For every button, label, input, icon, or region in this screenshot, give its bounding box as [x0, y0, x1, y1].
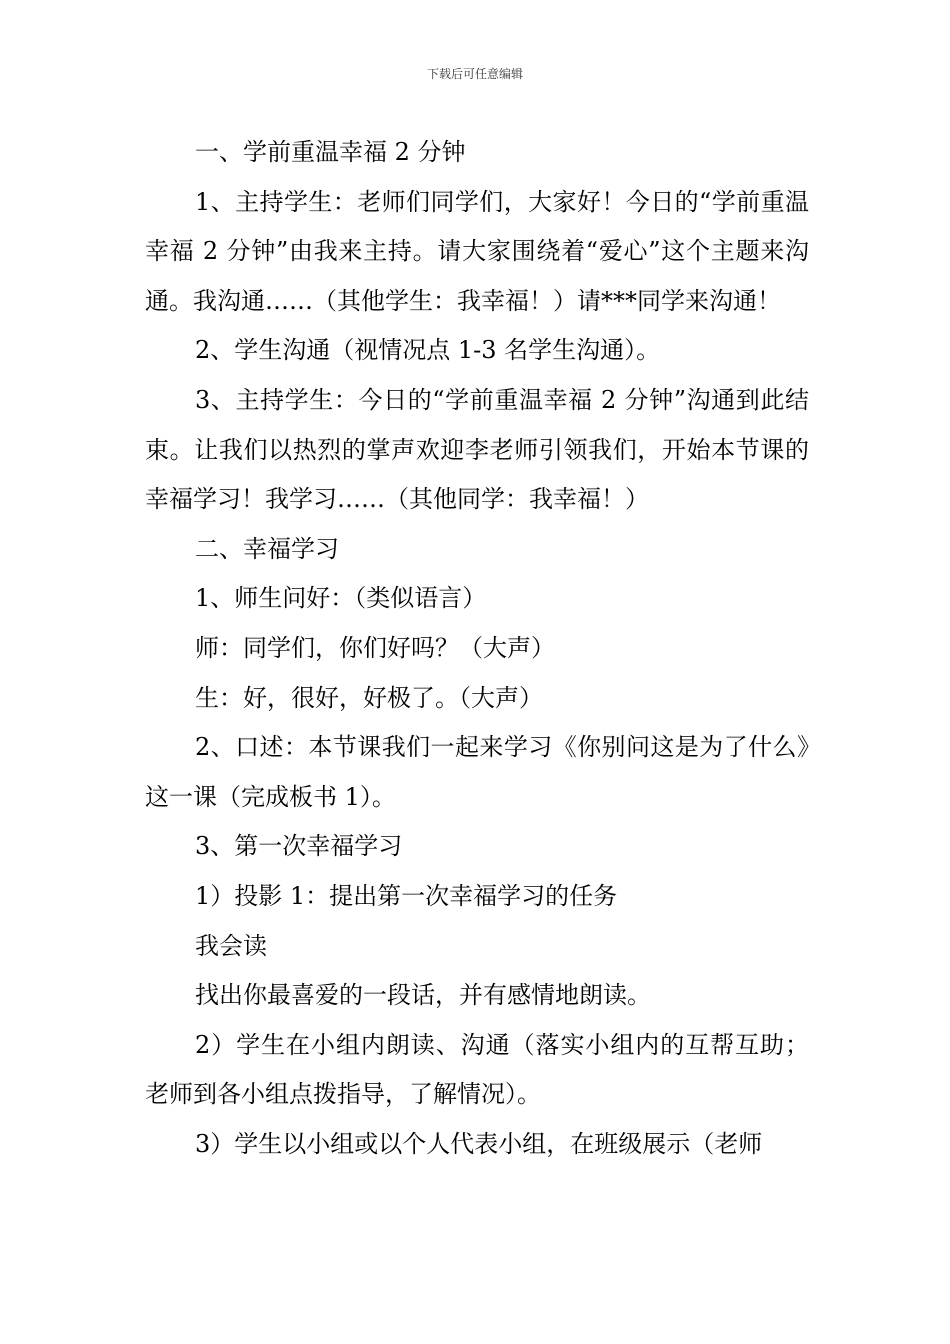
paragraph: 2）学生在小组内朗读、沟通（落实小组内的互帮互助；老师到各小组点拨指导，了解情况）。 — [145, 1030, 809, 1109]
paragraph: 1、师生问好：（类似语言） — [195, 584, 487, 613]
paragraph: 1、主持学生：老师们同学们，大家好！今日的“学前重温幸福 2 分钟”由我来主持。请大家围绕着“爱心”这个主题来沟通。我沟通……（其他学生：我幸福！）请***同学来沟通！ — [145, 187, 809, 315]
paragraph: 生：好，很好，好极了。（大声） — [195, 683, 543, 712]
section-heading-1: 一、学前重温幸福 2 分钟 — [195, 138, 466, 166]
paragraph: 师：同学们，你们好吗？（大声） — [195, 633, 555, 662]
paragraph: 我会读 — [195, 931, 267, 960]
paragraph: 3）学生以小组或以个人代表小组，在班级展示（老师 — [195, 1129, 763, 1158]
section-heading-2: 二、幸福学习 — [195, 534, 339, 563]
document-body — [145, 128, 809, 1169]
paragraph: 3、第一次幸福学习 — [195, 832, 403, 861]
paragraph: 3、主持学生：今日的“学前重温幸福 2 分钟”沟通到此结束。让我们以热烈的掌声欢迎李老师引领我们，开始本节课的幸福学习！我学习……（其他同学：我幸福！） — [145, 385, 809, 514]
paragraph: 2、学生沟通（视情况点 1-3 名学生沟通）。 — [195, 336, 661, 365]
paragraph: 2、口述：本节课我们一起来学习《你别问这是为了什么》这一课（完成板书 1）。 — [145, 733, 809, 811]
paragraph: 找出你最喜爱的一段话，并有感情地朗读。 — [195, 981, 651, 1010]
paragraph: 1）投影 1：提出第一次幸福学习的任务 — [195, 881, 618, 910]
header-note: 下载后可任意编辑 — [426, 67, 523, 81]
